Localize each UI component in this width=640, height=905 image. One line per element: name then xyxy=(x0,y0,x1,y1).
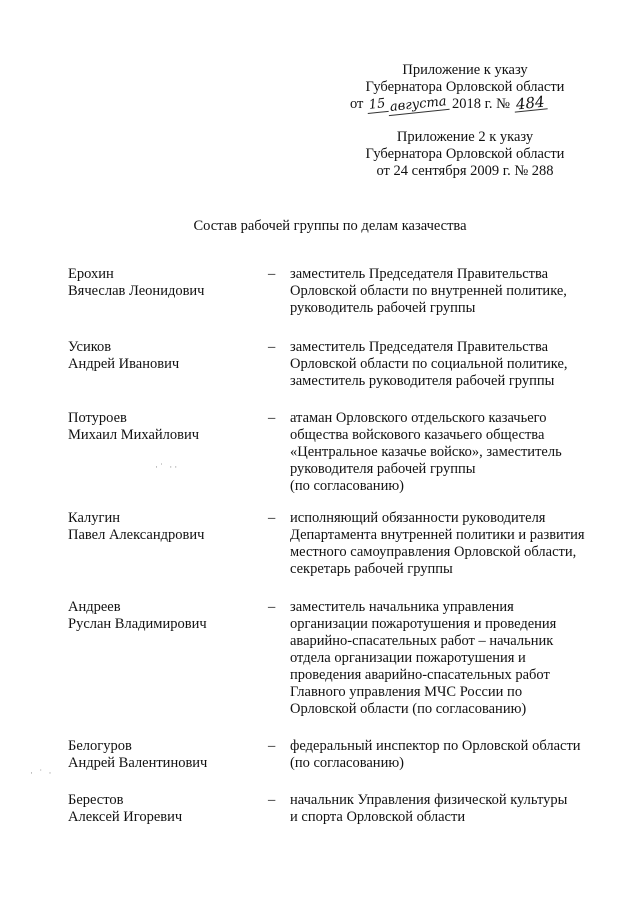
member-surname: Потуроев xyxy=(68,410,127,426)
appendix-date-line xyxy=(350,92,546,115)
member-role-line: атаман Орловского отдельского казачьего xyxy=(290,410,547,426)
scan-speck: ·˙ ·· xyxy=(155,462,180,472)
member-role-line: Орловской области по социальной политике, xyxy=(290,356,568,372)
member-role-line: (по согласованию) xyxy=(290,755,404,771)
appendix-line-2: Губернатора Орловской области xyxy=(365,79,565,95)
member-role-line: (по согласованию) xyxy=(290,478,404,494)
member-dash: – xyxy=(268,410,276,426)
member-role-line: заместитель начальника управления xyxy=(290,599,514,615)
member-role-line: заместитель Председателя Правительства xyxy=(290,266,549,282)
member-role-line: общества войскового казачьего общества xyxy=(290,427,545,443)
member-dash: – xyxy=(268,792,276,808)
date-day-handwritten: 15 xyxy=(366,97,388,114)
member-dash: – xyxy=(268,599,276,615)
member-role-line: федеральный инспектор по Орловской области xyxy=(290,738,581,754)
member-role-line: начальник Управления физической культуры xyxy=(290,792,568,808)
member-role-line: «Центральное казачье войско», заместитель xyxy=(290,444,562,460)
date-suffix: 2018 г. № xyxy=(452,96,511,112)
member-role-line: отдела организации пожаротушения и xyxy=(290,650,526,666)
appendix-line-1: Приложение к указу xyxy=(402,62,528,78)
member-role-line: заместитель Председателя Правительства xyxy=(290,339,549,355)
member-role xyxy=(290,738,610,772)
member-given-names: Павел Александрович xyxy=(68,527,205,543)
member-given-names: Алексей Игоревич xyxy=(68,809,183,825)
member-role-line: секретарь рабочей группы xyxy=(290,561,453,577)
member-given-names: Вячеслав Леонидович xyxy=(68,283,205,299)
member-surname: Берестов xyxy=(68,792,124,808)
member-role-line: проведения аварийно-спасательных работ xyxy=(290,667,550,683)
original-appendix-line-3: от 24 сентября 2009 г. № 288 xyxy=(376,163,554,179)
member-role-line: организации пожаротушения и проведения xyxy=(290,616,557,632)
member-dash: – xyxy=(268,738,276,754)
member-role xyxy=(290,792,610,826)
original-appendix-line-1: Приложение 2 к указу xyxy=(396,129,534,145)
member-given-names: Руслан Владимирович xyxy=(68,616,207,632)
member-surname: Усиков xyxy=(68,339,112,355)
member-role-line: аварийно-спасательных работ – начальник xyxy=(290,633,554,649)
member-role-line: Департамента внутренней политики и развития xyxy=(290,527,585,543)
member-surname: Калугин xyxy=(68,510,120,526)
member-role-line: Орловской области по внутренней политике, xyxy=(290,283,567,299)
member-given-names: Михаил Михайлович xyxy=(68,427,200,443)
member-role-line: Орловской области (по согласованию) xyxy=(290,701,527,717)
member-role-line: руководитель рабочей группы xyxy=(290,300,476,316)
member-dash: – xyxy=(268,339,276,355)
member-role-line: исполняющий обязанности руководителя xyxy=(290,510,546,526)
member-role xyxy=(290,339,610,390)
member-dash: – xyxy=(268,266,276,282)
member-given-names: Андрей Валентинович xyxy=(68,755,208,771)
member-role xyxy=(290,266,610,317)
member-role xyxy=(290,510,610,578)
member-role-line: местного самоуправления Орловской области, xyxy=(290,544,577,560)
member-role xyxy=(290,410,610,495)
member-surname: Белогуров xyxy=(68,738,132,754)
number-handwritten: 484 xyxy=(514,92,546,114)
member-surname: Ерохин xyxy=(68,266,114,282)
member-role-line: Главного управления МЧС России по xyxy=(290,684,523,700)
member-given-names: Андрей Иванович xyxy=(68,356,180,372)
member-role-line: руководителя рабочей группы xyxy=(290,461,476,477)
member-role-line: заместитель руководителя рабочей группы xyxy=(290,373,555,389)
date-prefix: от xyxy=(350,96,364,112)
member-role xyxy=(290,599,610,718)
date-month-handwritten: августа xyxy=(387,95,449,116)
member-dash: – xyxy=(268,510,276,526)
member-surname: Андреев xyxy=(68,599,121,615)
original-appendix-line-2: Губернатора Орловской области xyxy=(365,146,565,162)
scan-speck: · ˙ · xyxy=(30,768,54,778)
document-title: Состав рабочей группы по делам казачества xyxy=(193,218,467,234)
member-role-line: и спорта Орловской области xyxy=(290,809,466,825)
